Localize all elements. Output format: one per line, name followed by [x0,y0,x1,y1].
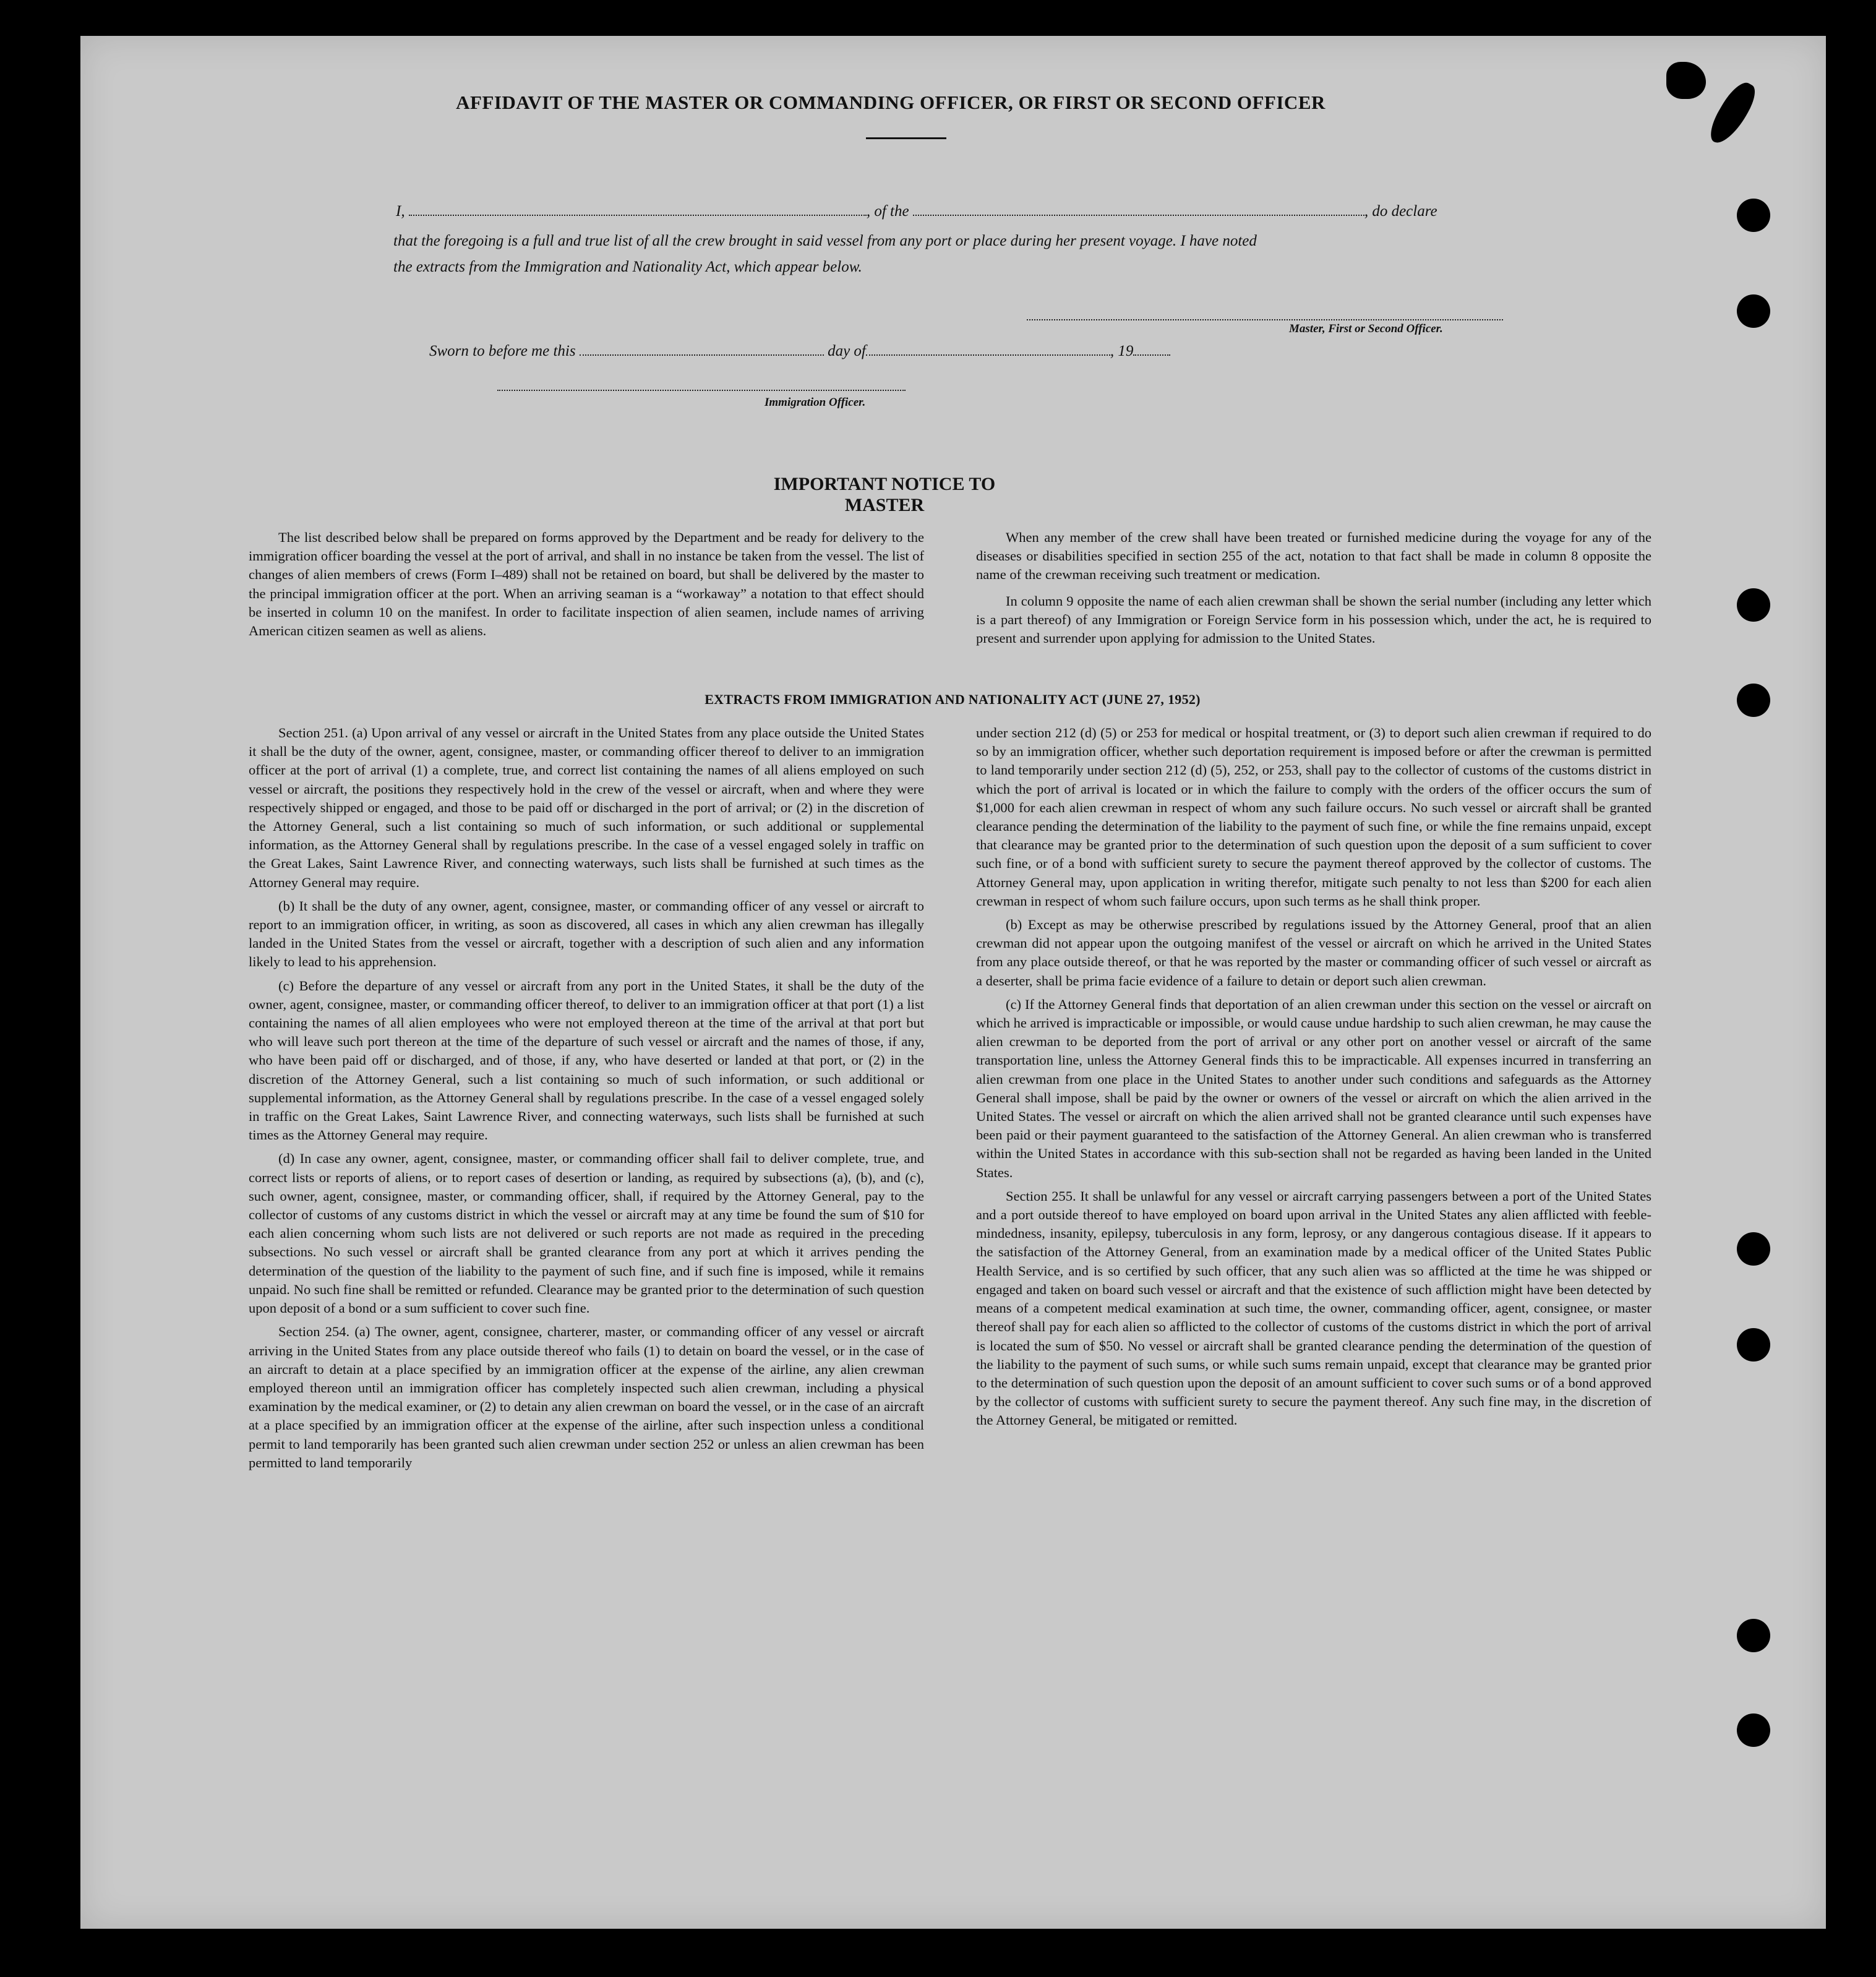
section-paragraph: (b) It shall be the duty of any owner, agent, consignee, master, or commanding officer of any vessel or aircraft to report to an immigration officer, in writing, as soon as discovered, all cases in which any alien crewman has illegally landed in the United States from the vessel or aircraft, together with a description of such alien and any information likely to lead to his apprehension. [249,898,924,970]
master-signature-line [1027,308,1503,320]
vessel-blank [913,204,1364,216]
declaration-declare: , do declare [1364,203,1437,220]
punch-hole [1737,1713,1770,1747]
affidavit-title: AFFIDAVIT OF THE MASTER OR COMMANDING OFFICER, OR FIRST OR SECOND OFFICER [456,92,1326,113]
sworn-prefix: Sworn to before me this [429,343,576,359]
punch-hole [1737,1232,1770,1266]
punch-hole [1737,588,1770,622]
declaration-text-2: the extracts from the Immigration and Nationality Act, which appear below. [393,259,862,275]
section-paragraph: Section 254. (a) The owner, agent, consignee, charterer, master, or commanding officer of any vessel or aircraft arriving in the United States from any place outside thereof who fails (1) to detain on board the vessel, or in the case of an aircraft to detain at a place specified by an immigration officer at the expense of the airline, any alien crewman employed thereon until an immigration officer has completely inspected such alien crewman, including a physical examination by the medical examiner, or (2) to detain any alien crewman on board the vessel, or in the case of an aircraft at a place specified by an immigration officer at the expense of the airline, after such inspection unless a conditional permit to land temporarily has been granted such alien crewman under section 252 or unless an alien crewman has been permitted to land temporarily [249,1324,924,1470]
name-blank [409,204,867,216]
notice-paragraph: When any member of the crew shall have been treated or furnished medicine during the voyage for any of the diseases or disabilities specified in section 255 of the act, notation to that fact shall be made in column 8 opposite the name of the crewman receiving such treatment or medication. [976,530,1651,583]
sworn-year: , 19 [1110,343,1134,359]
notice-title: IMPORTANT NOTICE TO MASTER [773,474,996,515]
sworn-year-blank [1133,343,1170,356]
notice-left-column [249,528,924,645]
punch-hole [1737,1328,1770,1362]
section-paragraph: (c) Before the departure of any vessel or aircraft from any port in the United States, it shall be the duty of the owner, agent, consignee, master, or commanding officer thereof, to deliver to an immigration officer at that port (1) a list containing the names of all alien employees who were not employed thereon at the time of the arrival at that port but who will leave such port thereon at the time of the departure of such vessel or aircraft and the names of those, if any, who have been paid off or discharged, and of those, if any, who have deserted or landed at that port, or (2) in the discretion of the Attorney General, such a list containing so much of such information, or such additional or supplemental information, as the Attorney General shall by regulations prescribe. In the case of a vessel engaged solely in traffic on the Great Lakes, Saint Lawrence River, and connecting waterways, such lists shall be furnished at such times as the Attorney General may require. [249,977,924,1143]
master-caption: Master, First or Second Officer. [1289,322,1443,335]
notice-right-column [976,528,1651,653]
title-divider [866,137,946,139]
sworn-day-of: day of [828,343,866,359]
declaration-of-the: , of the [866,203,909,220]
punch-hole [1737,294,1770,328]
officer-signature-line [497,379,906,391]
notice-paragraph: The list described below shall be prepared on forms approved by the Department and be ready for delivery to the immigration officer boarding the vessel at the port of arrival, and shall in no instance be taken from the vessel. The list of changes of alien members of crews (Form I–489) shall not be retained on board, but shall be delivered by the master to the principal immigration officer at the port. When an arriving seaman is a “workaway” a notation to that effect should be inserted in column 10 on the manifest. In order to facilitate inspection of alien seamen, include names of arriving American citizen seamen as well as aliens. [249,530,924,639]
declaration-i: I, [396,203,405,220]
notice-paragraph: In column 9 opposite the name of each alien crewman shall be shown the serial number (including any letter which is a part thereof) of any Immigration or Foreign Service form in his possession which, under the act, he is required to present and surrender upon applying for admission to the United States. [976,593,1651,646]
section-paragraph: Section 255. It shall be unlawful for any vessel or aircraft carrying passengers between a port of the United States and a port outside thereof to have employed on board upon arrival in the United States any alien afflicted with feeble-mindedness, insanity, epilepsy, tuberculosis in any form, leprosy, or any dangerous contagious disease. If it appears to the satisfaction of the Attorney General, from an examination made by a medical officer of the United States Public Health Service, and is so certified by such officer, that any such alien was so afflicted at the time he was shipped or engaged and taken on board such vessel or aircraft and that the existence of such affliction might have been detected by means of a competent medical examination at such time, the owner, commanding officer, agent, consignee, or master thereof shall pay for each alien so afflicted to the collector of customs of the customs district in which the port of arrival is located the sum of $50. No vessel or aircraft shall be granted clearance pending the determination of the question of the liability to the payment of such sums, or while such sums remain unpaid, except that clearance may be granted prior to the determination of such question upon the deposit of an amount sufficient to cover such sums or of a bond approved by the collector of customs with sufficient surety to secure the payment thereof. Any such fine may, in the discretion of the Attorney General, be mitigated or remitted. [976,1188,1651,1428]
section-paragraph: (b) Except as may be otherwise prescribed by regulations issued by the Attorney General, proof that an alien crewman did not appear upon the outgoing manifest of the vessel or aircraft on which he arrived in the United States from any place outside thereof, or that he was reported by the master or commanding officer of such vessel or aircraft as a deserter, shall be prima facie evidence of a failure to detain or deport such alien crewman. [976,917,1651,988]
extracts-title: EXTRACTS FROM IMMIGRATION AND NATIONALITY ACT (JUNE 27, 1952) [705,692,1201,707]
extracts-left-column [249,724,924,1477]
section-paragraph: (d) In case any owner, agent, consignee, master, or commanding officer shall fail to deliver complete, true, and correct lists or reports of aliens, or to report cases of desertion or landing, as required by subsections (a), (b), and (c), such owner, agent, consignee, master, or commanding officer, shall, if required by the Attorney General, pay to the collector of customs of any customs district in which the vessel or aircraft may at any time be found the sum of $10 for each alien concerning whom such lists are not delivered or such reports are not made as required in the preceding subsections. No such vessel or aircraft shall be granted clearance from any port at which it arrives pending the determination of the question of the liability to the payment of such fine, and if such fine is imposed, while it remains unpaid. No such fine shall be remitted or refunded. Clearance may be granted prior to the determination of such question upon deposit of a bond or a sum sufficient to cover such fine. [249,1151,924,1316]
sworn-month-blank [866,343,1110,356]
declaration-text-1: that the foregoing is a full and true list of all the crew brought in said vessel from any port or place during her present voyage. I have noted [393,233,1257,249]
punch-hole [1737,684,1770,717]
section-paragraph: under section 212 (d) (5) or 253 for medical or hospital treatment, or (3) to deport such alien crewman if required to do so by an immigration officer, whether such deportation requirement is imposed before or after the crewman is permitted to land temporarily under section 212 (d) (5), 252, or 253, shall pay to the collector of customs of the customs district in which the port of arrival is located or in which the failure to comply with the orders of the officer occurs the sum of $1,000 for each alien crewman in respect of whom any such failure occurs. No such vessel or aircraft shall be granted clearance pending the determination of the liability to the payment of such fine, or while the fine remains unpaid, except that clearance may be granted prior to the determination of such question upon the deposit of a sum sufficient to cover such fine, or of a bond with sufficient surety to secure the payment thereof approved by the collector of customs. The Attorney General may, upon application in writing therefor, mitigate such penalty to not less than $200 for each alien crewman in respect of whom such failure occurs, upon such terms as he shall think proper. [976,725,1651,909]
section-paragraph: (c) If the Attorney General finds that deportation of an alien crewman under this section on the vessel or aircraft on which he arrived is impracticable or impossible, or would cause undue hardship to such alien crewman, he may cause the alien crewman to be deported from the port of arrival or any other port on another vessel or aircraft of the same transportation line, unless the Attorney General finds this to be impracticable. All expenses incurred in transferring an alien crewman from one place in the United States to another under such conditions and safeguards as the Attorney General shall impose, shall be paid by the owner or owners of the vessel or aircraft on which the alien arrived in the United States. The vessel or aircraft on which the alien arrived shall not be granted clearance until such expenses have been paid or their payment guaranteed to the satisfaction of the Attorney General. An alien crewman who is transferred within the United States in accordance with this sub-section shall not be regarded as having been landed in the United States. [976,996,1651,1180]
sworn-day-blank [580,343,824,356]
officer-caption: Immigration Officer. [765,396,866,409]
punch-hole [1737,1619,1770,1652]
section-paragraph: Section 251. (a) Upon arrival of any vessel or aircraft in the United States from any place outside the United States it shall be the duty of the owner, agent, consignee, master, or commanding officer thereof to deliver to an immigration officer at the port of arrival (1) a complete, true, and correct list containing the names of all aliens employed on such vessel or aircraft, the positions they respectively hold in the crew of the vessel or aircraft, when and where they were respectively shipped or engaged, and those to be paid off or discharged in the port of arrival; or (2) in the discretion of the Attorney General, such a list containing so much of such information, or such additional or supplemental information, as the Attorney General shall by regulations prescribe. In the case of a vessel engaged solely in traffic on the Great Lakes, Saint Lawrence River, and connecting waterways, such lists shall be furnished at such times as the Attorney General may require. [249,725,924,890]
declaration-line [396,203,1437,220]
extracts-right-column [976,724,1651,1435]
punch-hole [1737,199,1770,232]
sworn-line [429,343,1170,360]
